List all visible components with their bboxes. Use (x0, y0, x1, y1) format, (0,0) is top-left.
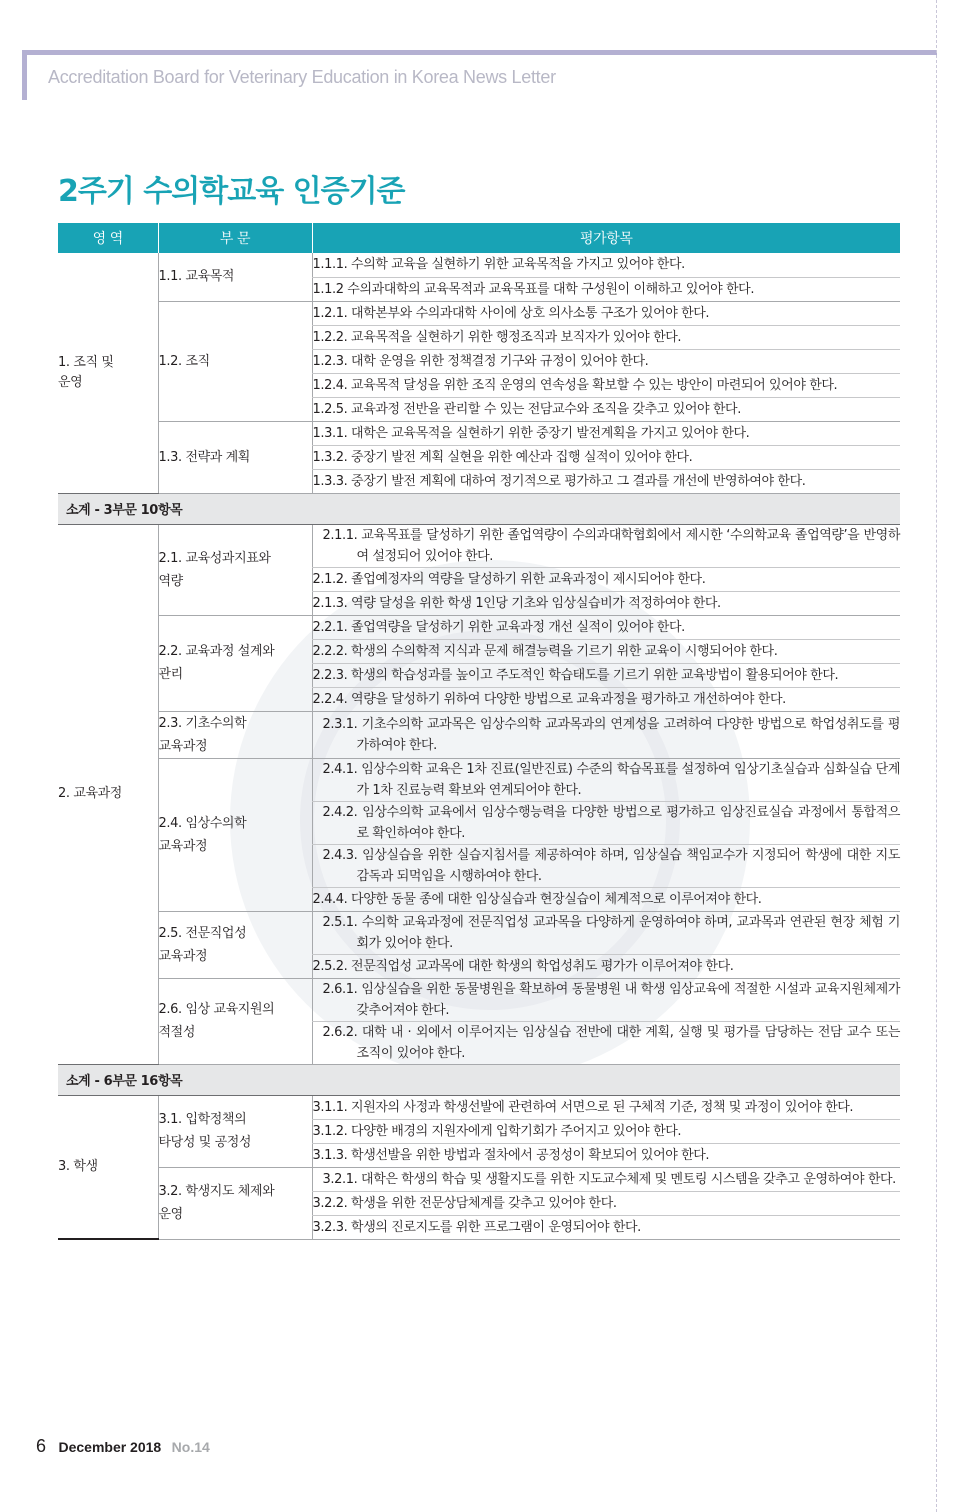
table-row (58, 301, 900, 325)
criterion-item: 1.2.3. 대학 운영을 위한 정책결정 기구와 규정이 있어야 한다. (312, 349, 900, 373)
newsletter-title: Accreditation Board for Veterinary Education in Korea News Letter (48, 67, 556, 87)
col-header-section: 부 문 (158, 223, 312, 253)
table-row (58, 421, 900, 445)
page-number: 6 (36, 1436, 47, 1456)
issue-date: December 2018 (58, 1439, 162, 1455)
criterion-item: 3.1.2. 다양한 배경의 지원자에게 입학기회가 주어지고 있어야 한다. (312, 1119, 900, 1143)
section-cell: 2.1. 교육성과지표와 역량 (158, 524, 312, 615)
area-cell: 3. 학생 (58, 1095, 158, 1239)
criterion-item: 3.1.1. 지원자의 사정과 학생선발에 관련하여 서면으로 된 구체적 기준, 정책 및 과정이 있어야 한다. (312, 1095, 900, 1119)
criterion-item: 2.4.4. 다양한 동물 종에 대한 임상실습과 현장실습이 체계적으로 이루어져야 한다. (312, 887, 900, 911)
area-cell: 1. 조직 및 운영 (58, 253, 158, 493)
page-footer (36, 1436, 210, 1457)
section-cell: 3.2. 학생지도 체제와 운영 (158, 1167, 312, 1239)
criterion-item: 2.6.1. 임상실습을 위한 동물병원을 확보하여 동물병원 내 학생 임상교육에 적절한 시설과 교육지원체제가 갖추어져야 한다. (312, 978, 900, 1021)
criterion-item: 3.2.2. 학생을 위한 전문상담체계를 갖추고 있어야 한다. (312, 1191, 900, 1215)
table-row (58, 1095, 900, 1119)
table-row (58, 758, 900, 801)
table-row (58, 615, 900, 639)
criterion-item: 1.2.5. 교육과정 전반을 관리할 수 있는 전담교수와 조직을 갖추고 있어야 한다. (312, 397, 900, 421)
criterion-item: 1.3.3. 중장기 발전 계획에 대하여 정기적으로 평가하고 그 결과를 개선에 반영하여야 한다. (312, 469, 900, 493)
criterion-item: 2.1.2. 졸업예정자의 역량을 달성하기 위한 교육과정이 제시되어야 한다. (312, 567, 900, 591)
area-cell: 2. 교육과정 (58, 524, 158, 1064)
issue-number: No.14 (171, 1439, 210, 1455)
criterion-item: 2.1.1. 교육목표를 달성하기 위한 졸업역량이 수의과대학협회에서 제시한 ‘수의학교육 졸업역량’을 반영하여 설정되어 있어야 한다. (312, 524, 900, 567)
table-row (58, 911, 900, 954)
criterion-item: 1.2.1. 대학본부와 수의과대학 사이에 상호 의사소통 구조가 있어야 한다. (312, 301, 900, 325)
section-cell: 1.1. 교육목적 (158, 253, 312, 301)
section-cell: 2.6. 임상 교육지원의 적절성 (158, 978, 312, 1064)
criterion-item: 1.1.1. 수의학 교육을 실현하기 위한 교육목적을 가지고 있어야 한다. (312, 253, 900, 277)
criterion-item: 1.3.2. 중장기 발전 계획 실현을 위한 예산과 집행 실적이 있어야 한다. (312, 445, 900, 469)
section-cell: 2.5. 전문직업성 교육과정 (158, 911, 312, 978)
section-cell: 1.2. 조직 (158, 301, 312, 421)
accreditation-standards-table (58, 223, 900, 1240)
section-cell: 2.2. 교육과정 설계와 관리 (158, 615, 312, 711)
table-row (58, 1167, 900, 1191)
table-row (58, 253, 900, 277)
criterion-item: 2.2.3. 학생의 학습성과를 높이고 주도적인 학습태도를 기르기 위한 교육방법이 활용되어야 한다. (312, 663, 900, 687)
criterion-item: 2.3.1. 기초수의학 교과목은 임상수의학 교과목과의 연계성을 고려하여 다양한 방법으로 학업성취도를 평가하여야 한다. (312, 711, 900, 758)
criterion-item: 2.2.4. 역량을 달성하기 위하여 다양한 방법으로 교육과정을 평가하고 개선하여야 한다. (312, 687, 900, 711)
criterion-item: 3.1.3. 학생선발을 위한 방법과 절차에서 공정성이 확보되어 있어야 한다. (312, 1143, 900, 1167)
col-header-items: 평가항목 (312, 223, 900, 253)
criterion-item: 2.6.2. 대학 내 · 외에서 이루어지는 임상실습 전반에 대한 계획, 실행 및 평가를 담당하는 전담 교수 또는 조직이 있어야 한다. (312, 1021, 900, 1064)
page-title: 2주기 수의학교육 인증기준 (58, 174, 405, 209)
subtotal-row (58, 1064, 900, 1095)
criterion-item: 2.2.2. 학생의 수의학적 지식과 문제 해결능력을 기르기 위한 교육이 시행되어야 한다. (312, 639, 900, 663)
newsletter-header-band (22, 50, 937, 100)
criterion-item: 3.2.3. 학생의 진로지도를 위한 프로그램이 운영되어야 한다. (312, 1215, 900, 1239)
criterion-item: 2.5.1. 수의학 교육과정에 전문직업성 교과목을 다양하게 운영하여야 하며, 교과목과 연관된 현장 체험 기회가 있어야 한다. (312, 911, 900, 954)
subtotal-label: 소계 - 3부문 10항목 (58, 493, 900, 524)
page-edge-dashed-line (936, 0, 937, 1512)
criterion-item: 2.5.2. 전문직업성 교과목에 대한 학생의 학업성취도 평가가 이루어져야 한다. (312, 954, 900, 978)
criterion-item: 1.2.2. 교육목적을 실현하기 위한 행정조직과 보직자가 있어야 한다. (312, 325, 900, 349)
table-body (58, 253, 900, 1239)
criterion-item: 3.2.1. 대학은 학생의 학습 및 생활지도를 위한 지도교수체제 및 멘토링 시스템을 갖추고 운영하여야 한다. (312, 1167, 900, 1191)
section-cell: 1.3. 전략과 계획 (158, 421, 312, 493)
table-row (58, 711, 900, 758)
criterion-item: 1.3.1. 대학은 교육목적을 실현하기 위한 중장기 발전계획을 가지고 있어야 한다. (312, 421, 900, 445)
table-row (58, 978, 900, 1021)
section-cell: 2.3. 기초수의학 교육과정 (158, 711, 312, 758)
col-header-area: 영 역 (58, 223, 158, 253)
criterion-item: 1.2.4. 교육목적 달성을 위한 조직 운영의 연속성을 확보할 수 있는 방안이 마련되어 있어야 한다. (312, 373, 900, 397)
criterion-item: 2.2.1. 졸업역량을 달성하기 위한 교육과정 개선 실적이 있어야 한다. (312, 615, 900, 639)
criterion-item: 2.1.3. 역량 달성을 위한 학생 1인당 기초와 임상실습비가 적정하여야 한다. (312, 591, 900, 615)
table-header-row (58, 223, 900, 253)
criterion-item: 2.4.2. 임상수의학 교육에서 임상수행능력을 다양한 방법으로 평가하고 임상진료실습 과정에서 통합적으로 확인하여야 한다. (312, 801, 900, 844)
criterion-item: 2.4.1. 임상수의학 교육은 1차 진료(일반진료) 수준의 학습목표를 설정하여 임상기초실습과 심화실습 단계가 1차 진료능력 확보와 연계되어야 한다. (312, 758, 900, 801)
section-cell: 2.4. 임상수의학 교육과정 (158, 758, 312, 911)
criterion-item: 1.1.2 수의과대학의 교육목적과 교육목표를 대학 구성원이 이해하고 있어야 한다. (312, 277, 900, 301)
table-row (58, 524, 900, 567)
subtotal-row (58, 493, 900, 524)
criterion-item: 2.4.3. 임상실습을 위한 실습지침서를 제공하여야 하며, 임상실습 책임교수가 지정되어 학생에 대한 지도감독과 되먹임을 시행하여야 한다. (312, 844, 900, 887)
section-cell: 3.1. 입학정책의 타당성 및 공정성 (158, 1095, 312, 1167)
subtotal-label: 소계 - 6부문 16항목 (58, 1064, 900, 1095)
